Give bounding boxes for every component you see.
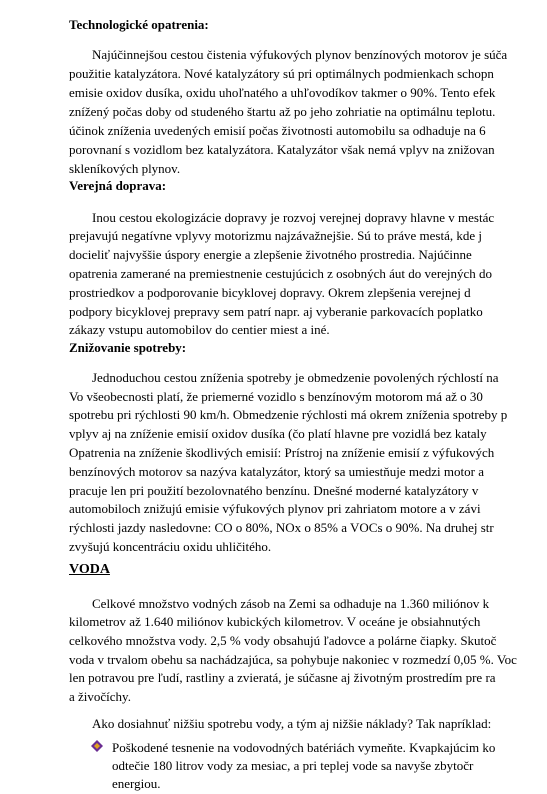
paragraph-line: rýchlosti jazdy nasledovne: CO o 80%, NOx o 85% a VOCs o 90%. Na druhej str — [69, 520, 494, 535]
section-title-technological: Technologické opatrenia: — [69, 17, 209, 32]
paragraph-line: emisie oxidov dusíka, oxidu uhoľnatého a uhľovodíkov takmer o 90%. Tento efek — [69, 85, 496, 100]
paragraph-line: podpory bicyklovej prepravy sem patrí napr. aj vyberanie parkovacích poplatko — [69, 304, 483, 319]
paragraph-line: a živočíchy. — [69, 689, 131, 704]
paragraph-line: docieliť najvyššie úspory energie a zlepšenie životného prostredia. Najúčinne — [69, 247, 472, 262]
bullet-line: energiou. — [112, 776, 161, 791]
section-title-consumption: Znižovanie spotreby: — [69, 340, 187, 355]
paragraph-line: Jednoduchou cestou zníženia spotreby je obmedzenie povolených rýchlostí na — [92, 370, 499, 385]
paragraph-line: Vo všeobecnosti platí, že priemerné vozidlo s benzínovým motorom má až o 30 — [69, 389, 483, 404]
paragraph-line: znížený počas doby od studeného štartu až po jeho zohriatie na optimálnu teplotu. — [69, 104, 496, 119]
paragraph-line: automobiloch znižujú emisie výfukových plynov pri zahriatom motore a v závi — [69, 501, 481, 516]
paragraph-line: celkového množstva vody. 2,5 % vody obsahujú ľadovce a polárne čiapky. Skutoč — [69, 633, 497, 648]
paragraph-line: zvyšujú koncentráciu oxidu uhličitého. — [69, 539, 272, 554]
bullet-line: odtečie 180 litrov vody za mesiac, a pri teplej vode sa navyše zbytočr — [112, 758, 474, 773]
paragraph-line: Inou cestou ekologizácie dopravy je rozvoj verejnej dopravy hlavne v mestác — [92, 210, 495, 225]
paragraph-line: pracuje len pri použití bezolovnatého benzínu. Dnešné moderné katalyzátory v — [69, 483, 479, 498]
paragraph-line: Celkové množstvo vodných zásob na Zemi sa odhaduje na 1.360 miliónov k — [92, 596, 490, 611]
paragraph-line: voda v trvalom obehu sa nachádzajúca, sa pohybuje nakoniec v rozmedzí 0,05 %. Voc — [69, 652, 517, 667]
bullet-line: Poškodené tesnenie na vodovodných batériách vymeňte. Kvapkajúcim ko — [112, 740, 496, 755]
paragraph-line: prejavujú negatívne vplyvy motorizmu najzávažnejšie. Sú to práve mestá, kde j — [69, 228, 482, 243]
diamond-arrow-icon — [91, 740, 103, 752]
section-title-public-transport: Verejná doprava: — [69, 178, 167, 193]
section-title-water: VODA — [69, 562, 110, 577]
paragraph-line: účinok zníženia uvedených emisií počas životnosti automobilu sa odhaduje na 6 — [69, 123, 486, 138]
paragraph-line: len potravou pre ľudí, rastliny a zvieratá, je súčasne aj životným prostredím pre ra — [69, 670, 496, 685]
paragraph-line: Opatrenia na zníženie škodlivých emisií: Prístroj na zníženie emisií z výfukových — [69, 445, 495, 460]
paragraph-line: vplyv aj na zníženie emisií oxidov dusíka (čo platí hlavne pre vozidlá bez kataly — [69, 426, 487, 441]
paragraph-line: opatrenia zamerané na premiestnenie cestujúcich z osobných áut do verejných do — [69, 266, 493, 281]
question-line: Ako dosiahnuť nižšiu spotrebu vody, a tým aj nižšie náklady? Tak napríklad: — [92, 716, 492, 731]
paragraph-line: kilometrov až 1.640 miliónov kubických kilometrov. V oceáne je obsiahnutých — [69, 614, 481, 629]
paragraph-line: spotrebu pri rýchlosti 90 km/h. Obmedzenie rýchlosti má okrem zníženia spotreby p — [69, 407, 508, 422]
paragraph-line: porovnaní s vozidlom bez katalyzátora. Katalyzátor však nemá vplyv na znižovan — [69, 142, 495, 157]
paragraph-line: prostriedkov a podporovanie bicyklovej dopravy. Okrem zlepšenia verejnej d — [69, 285, 471, 300]
paragraph-line: skleníkových plynov. — [69, 161, 181, 176]
paragraph-line: benzínových motorov sa nazýva katalyzátor, ktorý sa umiestňuje medzi motor a — [69, 464, 484, 479]
paragraph-line: Najúčinnejšou cestou čistenia výfukových plynov benzínových motorov je súča — [92, 47, 508, 62]
paragraph-line: použitie katalyzátora. Nové katalyzátory sú pri optimálnych podmienkach schopn — [69, 66, 494, 81]
paragraph-line: zákazy vstupu automobilov do centier miest a iné. — [69, 322, 330, 337]
